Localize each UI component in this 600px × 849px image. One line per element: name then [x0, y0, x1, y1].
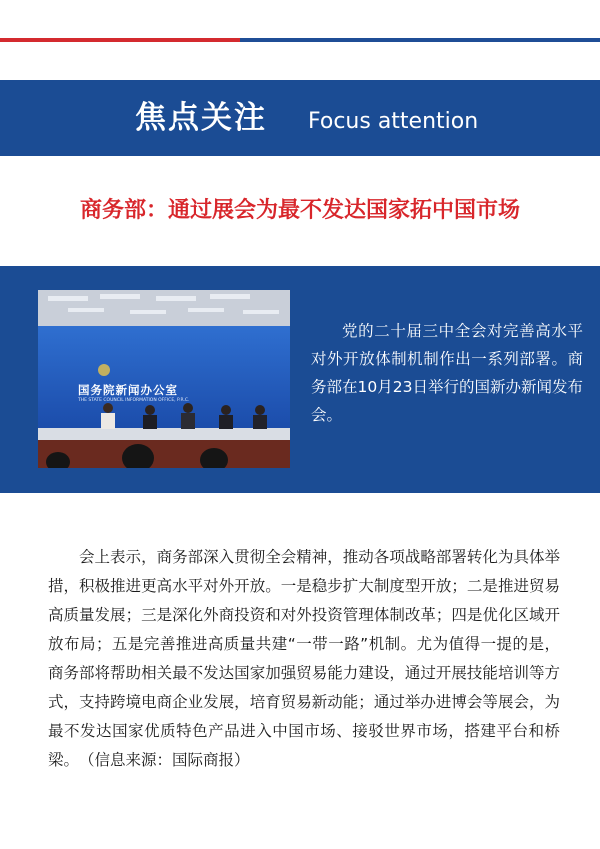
- top-rule-blue: [240, 38, 600, 42]
- press-conference-photo: [38, 290, 290, 468]
- photo-band: [0, 266, 600, 493]
- article-headline: 商务部：通过展会为最不发达国家拓中国市场: [79, 198, 520, 223]
- section-banner: [0, 80, 600, 156]
- banner-title: 焦点关注: [135, 100, 267, 136]
- article-body: 会上表示，商务部深入贯彻全会精神，推动各项战略部署转化为具体举措，积极推进更高水平对外开放。一是稳步扩大制度型开放；二是推进贸易高质量发展；三是深化外商投资和对外投资管理体制改革；四是优化区域开放布局；五是完善推进高质量共建“一带一路”机制。尤为值得一提的是，商务部将帮助相关最不发达国家加强贸易能力建设，通过开展技能培训等方式，支持跨境电商企业发展，培育贸易新动能；通过举办进博会等展会，为最不发达国家优质特色产品进入中国市场、接驳世界市场，搭建平台和桥梁。 （信息来源：国际商报）: [48, 548, 560, 769]
- top-rule-red: [0, 38, 240, 42]
- backdrop-sign-cn: 国务院新闻办公室: [78, 383, 178, 397]
- backdrop-sign-en: THE STATE COUNCIL INFORMATION OFFICE, P.R.C.: [78, 398, 190, 403]
- photo-caption: 党的二十届三中全会对完善高水平对外开放体制机制作出一系列部署。商务部在10月23日举行的国新办新闻发布会。: [311, 322, 583, 424]
- banner-subtitle: Focus attention: [308, 109, 479, 134]
